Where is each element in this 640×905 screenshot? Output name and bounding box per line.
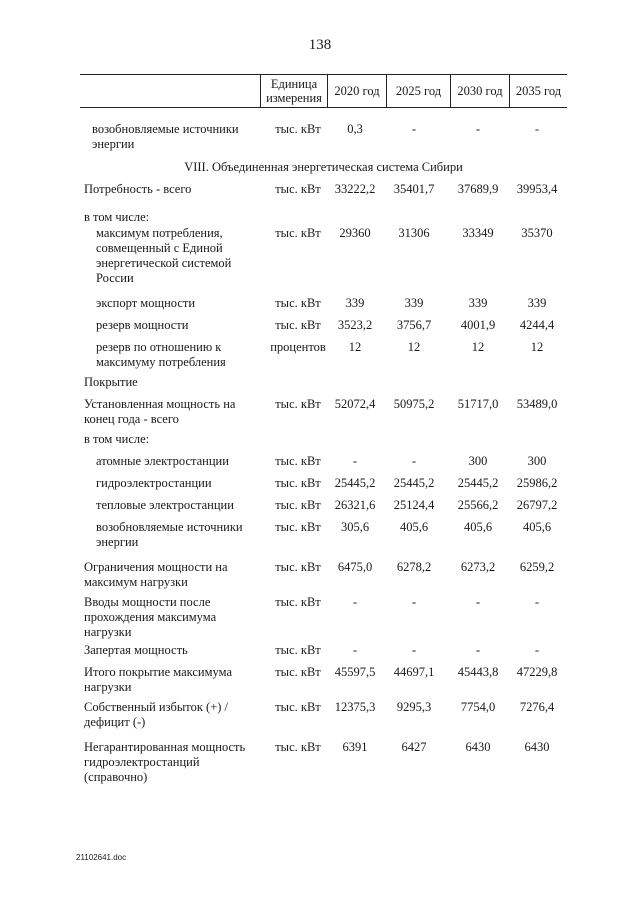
section-title: VIII. Объединенная энергетическая система Сибири (184, 160, 463, 174)
row-unit: тыс. кВт (275, 182, 321, 196)
row-value-2035: 339 (527, 296, 547, 310)
header-year-2025: 2025 год (386, 75, 450, 107)
row-unit: тыс. кВт (275, 560, 321, 574)
row-value-2025: 9295,3 (396, 700, 432, 714)
row-unit: тыс. кВт (275, 296, 321, 310)
header-year-2030: 2030 год (450, 75, 509, 107)
row-value-2030: 37689,9 (457, 182, 499, 196)
row-name: возобновляемые источники энергии (92, 122, 239, 151)
row-value-2030: 25566,2 (457, 498, 499, 512)
row-name: Итого покрытие максимума нагрузки (84, 665, 232, 694)
row-unit: тыс. кВт (275, 122, 321, 136)
row-value-2030: 12 (471, 340, 485, 354)
row-name: максимум потребления, совмещенный с Единой энергетической системой России (96, 226, 232, 285)
row-unit: тыс. кВт (275, 397, 321, 411)
table-header (80, 74, 567, 108)
row-value-2025: - (411, 454, 417, 468)
row-value-2030: - (475, 643, 481, 657)
row-value-2035: 35370 (521, 226, 553, 240)
row-name: экспорт мощности (96, 296, 196, 310)
row-name: резерв мощности (96, 318, 189, 332)
row-value-2020: 26321,6 (334, 498, 376, 512)
row-value-2020: 12375,3 (334, 700, 376, 714)
row-value-2020: 12 (348, 340, 362, 354)
row-value-2035: - (534, 595, 540, 609)
row-value-2020: - (352, 595, 358, 609)
row-value-2030: - (475, 595, 481, 609)
row-value-2025: 50975,2 (393, 397, 435, 411)
row-value-2020: 45597,5 (334, 665, 376, 679)
row-unit: процентов (270, 340, 326, 354)
row-name: Ограничения мощности на максимум нагрузки (84, 560, 228, 589)
row-value-2020: 25445,2 (334, 476, 376, 490)
row-name: резерв по отношению к максимуму потребления (96, 340, 226, 369)
file-name-footer: 21102641.doc (76, 853, 127, 862)
row-value-2030: 300 (468, 454, 488, 468)
row-value-2025: 35401,7 (393, 182, 435, 196)
row-value-2025: 25124,4 (393, 498, 435, 512)
row-value-2035: 405,6 (522, 520, 552, 534)
row-name: возобновляемые источники энергии (96, 520, 243, 549)
row-name: гидроэлектростанции (96, 476, 212, 490)
row-value-2020: - (352, 454, 358, 468)
row-value-2020: 33222,2 (334, 182, 376, 196)
row-unit: тыс. кВт (275, 318, 321, 332)
row-value-2025: 44697,1 (393, 665, 435, 679)
row-name: Потребность - всего (84, 182, 192, 196)
header-indicator-cell (80, 75, 260, 107)
row-value-2030: 7754,0 (460, 700, 496, 714)
row-unit: тыс. кВт (275, 520, 321, 534)
row-value-2025: 31306 (398, 226, 430, 240)
row-value-2020: 29360 (339, 226, 371, 240)
row-value-2035: 6430 (524, 740, 550, 754)
row-name: тепловые электростанции (96, 498, 234, 512)
row-value-2035: 300 (527, 454, 547, 468)
row-value-2020: 52072,4 (334, 397, 376, 411)
row-value-2035: - (534, 643, 540, 657)
row-unit: тыс. кВт (275, 476, 321, 490)
row-value-2030: 4001,9 (460, 318, 496, 332)
row-value-2030: 339 (468, 296, 488, 310)
row-unit: тыс. кВт (275, 665, 321, 679)
row-value-2020: 0,3 (347, 122, 363, 136)
row-value-2020: 3523,2 (337, 318, 373, 332)
row-unit: тыс. кВт (275, 700, 321, 714)
page-number: 138 (308, 37, 332, 53)
row-value-2035: 25986,2 (516, 476, 558, 490)
row-value-2030: 25445,2 (457, 476, 499, 490)
row-value-2025: 339 (404, 296, 424, 310)
row-value-2035: 12 (530, 340, 544, 354)
row-name: Установленная мощность на конец года - всего (84, 397, 236, 426)
row-value-2030: 33349 (462, 226, 494, 240)
row-value-2035: 6259,2 (519, 560, 555, 574)
row-value-2035: 26797,2 (516, 498, 558, 512)
row-value-2030: 6273,2 (460, 560, 496, 574)
row-value-2030: 6430 (465, 740, 491, 754)
row-value-2035: 47229,8 (516, 665, 558, 679)
row-value-2025: 6278,2 (396, 560, 432, 574)
row-name: Покрытие (84, 375, 138, 389)
row-value-2020: 305,6 (340, 520, 370, 534)
row-unit: тыс. кВт (275, 740, 321, 754)
row-value-2020: 6475,0 (337, 560, 373, 574)
row-value-2025: - (411, 595, 417, 609)
row-value-2025: 25445,2 (393, 476, 435, 490)
row-unit: тыс. кВт (275, 454, 321, 468)
row-name: Вводы мощности после прохождения максимума нагрузки (84, 595, 217, 639)
row-unit: тыс. кВт (275, 498, 321, 512)
row-value-2035: 7276,4 (519, 700, 555, 714)
row-value-2030: 405,6 (463, 520, 493, 534)
row-name: Запертая мощность (84, 643, 188, 657)
row-value-2025: - (411, 643, 417, 657)
row-name: Негарантированная мощность гидроэлектростанций (справочно) (84, 740, 246, 784)
row-value-2035: 39953,4 (516, 182, 558, 196)
capacity-balance-table (80, 74, 567, 784)
row-value-2020: 339 (345, 296, 365, 310)
row-value-2035: 53489,0 (516, 397, 558, 411)
row-name: в том числе: (84, 432, 150, 446)
row-value-2035: 4244,4 (519, 318, 555, 332)
header-year-2020: 2020 год (327, 75, 386, 107)
row-unit: тыс. кВт (275, 226, 321, 240)
row-value-2030: 51717,0 (457, 397, 499, 411)
row-value-2025: - (411, 122, 417, 136)
header-year-2035: 2035 год (509, 75, 567, 107)
row-value-2035: - (534, 122, 540, 136)
row-name: Собственный избыток (+) / дефицит (-) (84, 700, 229, 729)
row-unit: тыс. кВт (275, 595, 321, 609)
row-value-2020: - (352, 643, 358, 657)
row-value-2025: 12 (407, 340, 421, 354)
row-value-2025: 3756,7 (396, 318, 432, 332)
row-value-2025: 6427 (401, 740, 427, 754)
row-value-2025: 405,6 (399, 520, 429, 534)
row-name: в том числе: (84, 210, 150, 224)
row-value-2030: 45443,8 (457, 665, 499, 679)
row-value-2020: 6391 (342, 740, 368, 754)
row-value-2030: - (475, 122, 481, 136)
header-unit: Единица измерения (260, 75, 327, 107)
row-name: атомные электростанции (96, 454, 229, 468)
row-unit: тыс. кВт (275, 643, 321, 657)
